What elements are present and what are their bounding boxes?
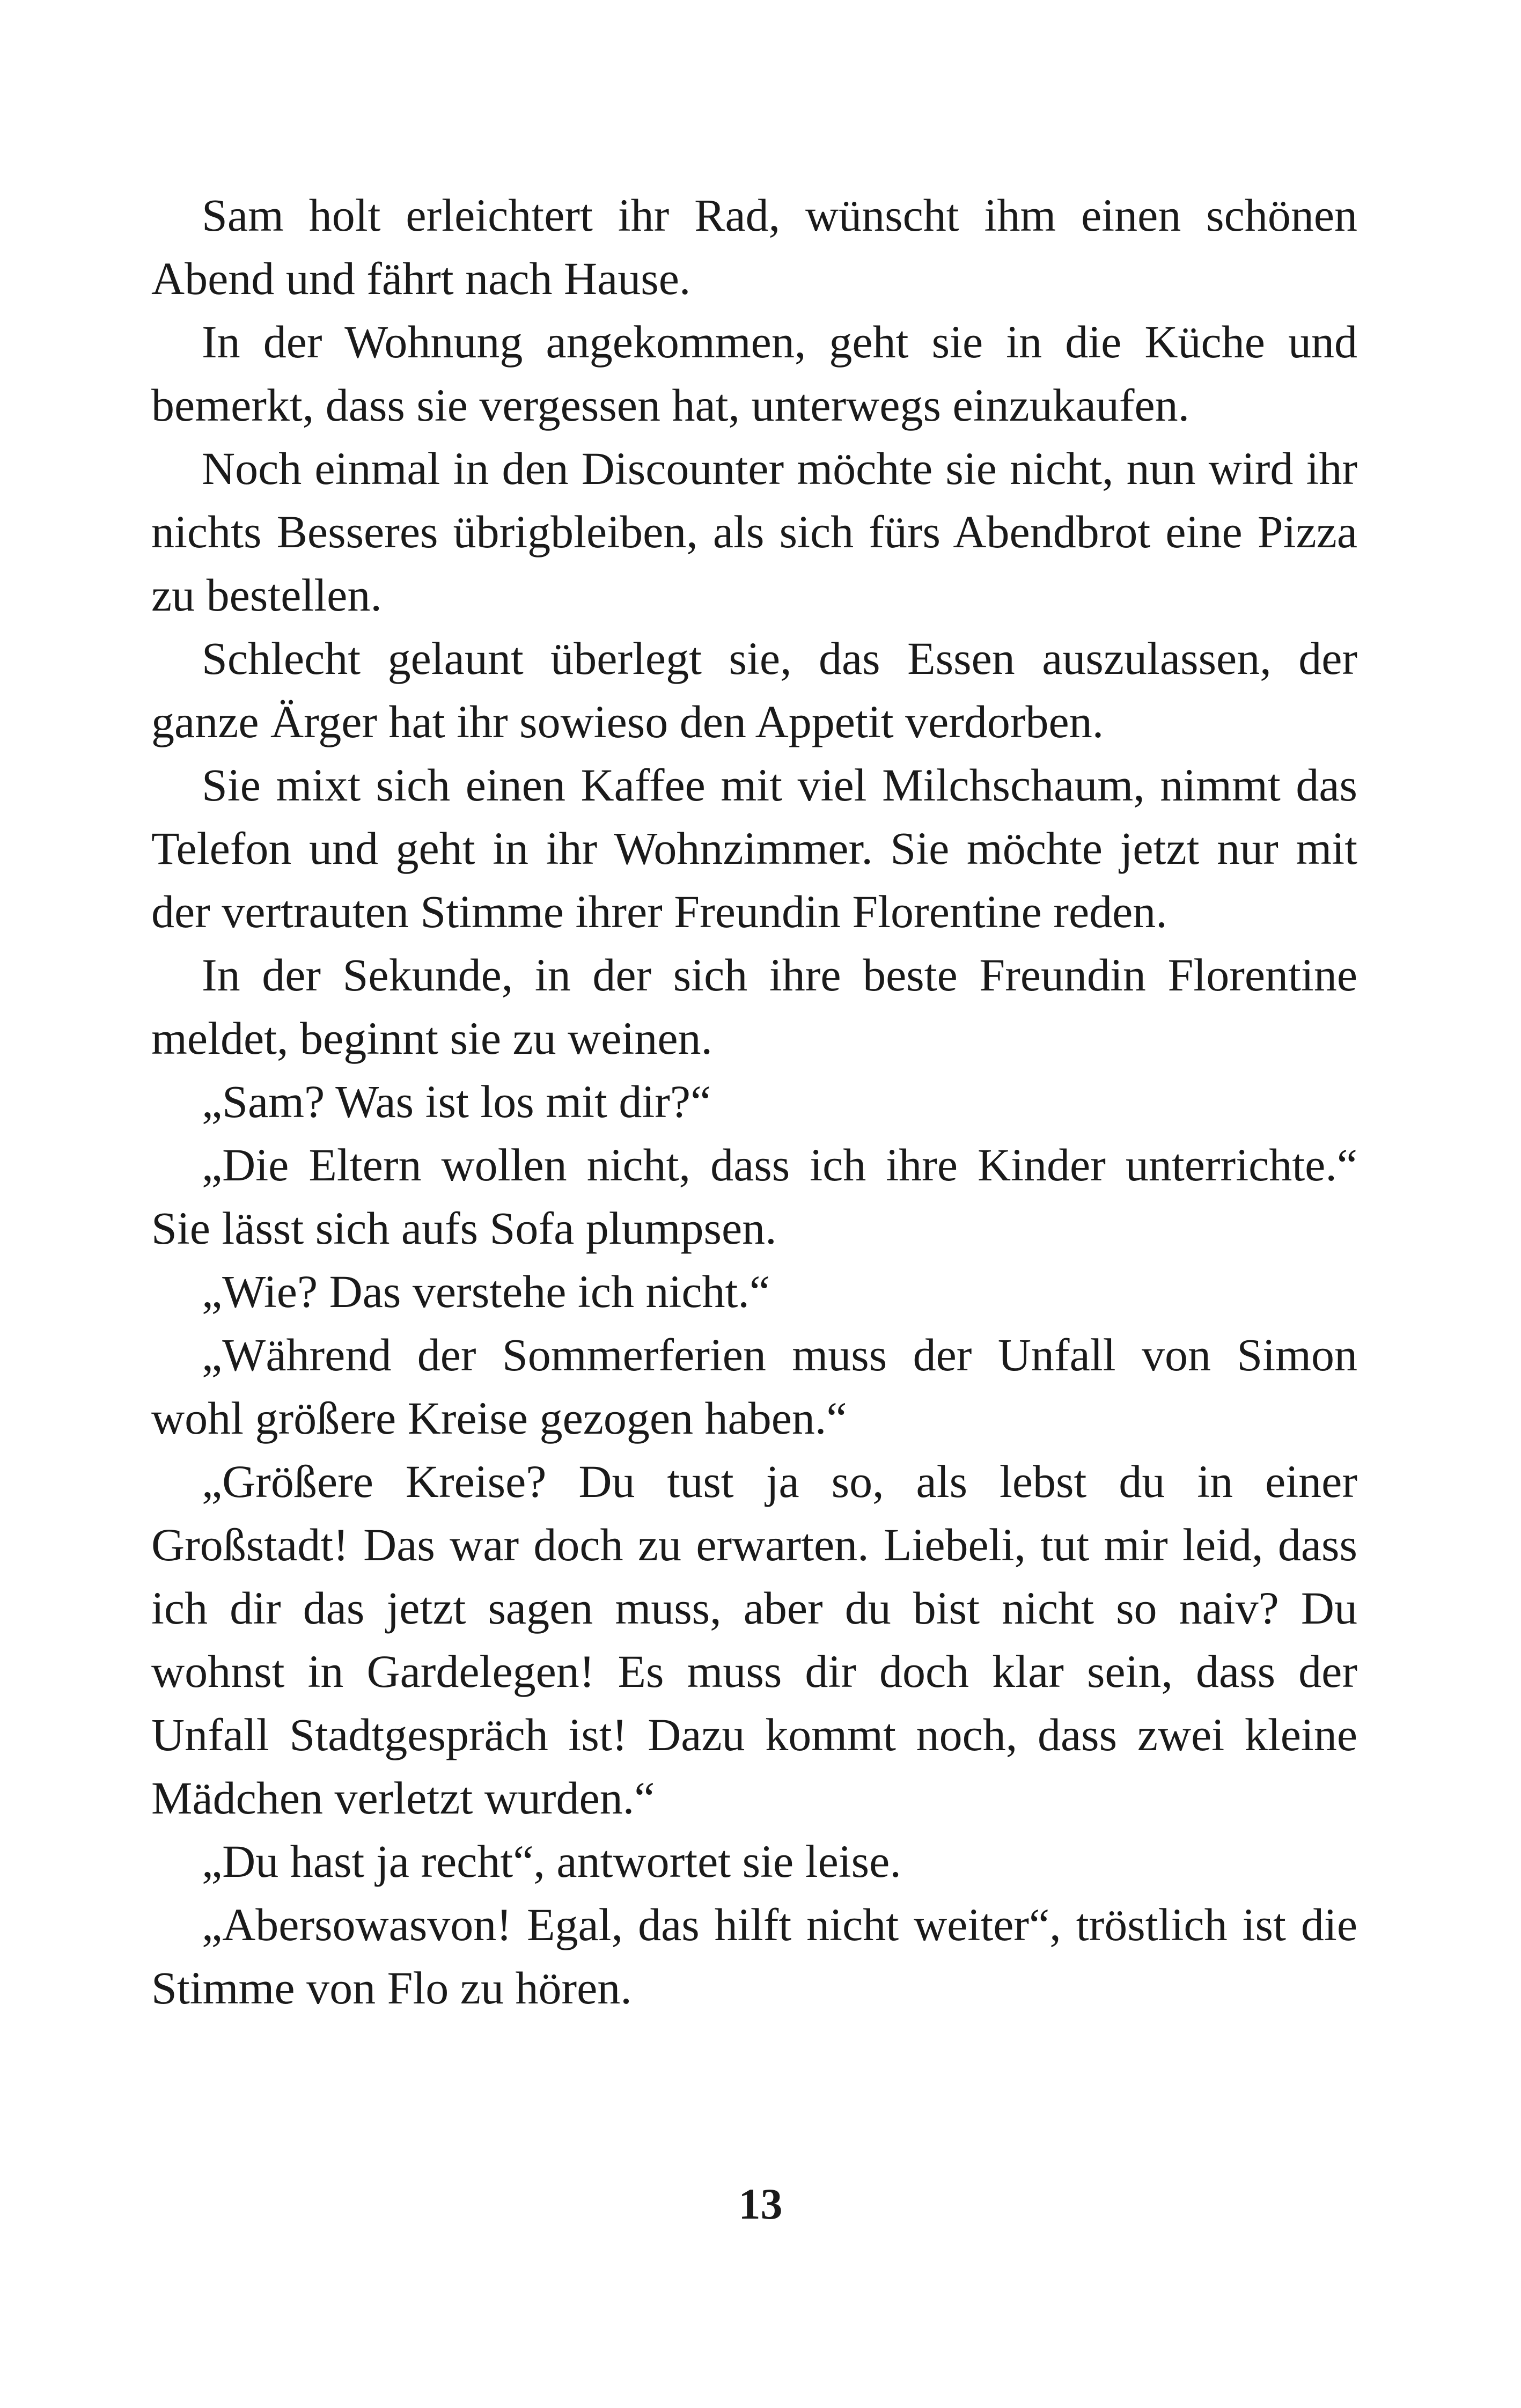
paragraph: Noch einmal in den Discounter möchte sie nicht, nun wird ihr nichts Besseres übrigbleiben, als sich fürs Abendbrot eine Pizza zu bestellen.	[151, 443, 1357, 621]
paragraph: Schlecht gelaunt überlegt sie, das Essen auszulassen, der ganze Ärger hat ihr sowieso den Appetit verdorben.	[151, 633, 1357, 747]
paragraph: Sie mixt sich einen Kaffee mit viel Milchschaum, nimmt das Telefon und geht in ihr Wohnzimmer. Sie möchte jetzt nur mit der vertrauten Stimme ihrer Freundin Florentine reden.	[151, 759, 1357, 937]
dialogue-line: „Größere Kreise? Du tust ja so, als lebst du in einer Großstadt! Das war doch zu erwarten. Liebeli, tut mir leid, dass ich dir das jetzt sagen muss, aber du bist nicht so naiv? Du wohnst in Gardelegen! Es muss dir doch klar sein, dass der Unfall Stadtgespräch ist! Dazu kommt noch, dass zwei kleine Mädchen verletzt wurden.“	[151, 1456, 1357, 1824]
dialogue-line: „Während der Sommerferien muss der Unfall von Simon wohl größere Kreise gezogen haben.“	[151, 1329, 1357, 1444]
body-text	[151, 183, 1357, 2020]
paragraph: Sam holt erleichtert ihr Rad, wünscht ihm einen schönen Abend und fährt nach Hause.	[151, 189, 1357, 304]
dialogue-line: „Wie? Das verstehe ich nicht.“	[202, 1266, 770, 1317]
dialogue-line: „Sam? Was ist los mit dir?“	[202, 1076, 711, 1127]
dialogue-line: „Du hast ja recht“, antwortet sie leise.	[202, 1836, 901, 1887]
paragraph: In der Wohnung angekommen, geht sie in die Küche und bemerkt, dass sie vergessen hat, unterwegs einzukaufen.	[151, 316, 1357, 431]
dialogue-line: „Abersowasvon! Egal, das hilft nicht weiter“, tröstlich ist die Stimme von Flo zu hören.	[151, 1899, 1357, 2014]
paragraph: In der Sekunde, in der sich ihre beste Freundin Florentine meldet, beginnt sie zu weinen.	[151, 949, 1357, 1064]
page-number: 13	[738, 2179, 783, 2228]
dialogue-line: „Die Eltern wollen nicht, dass ich ihre Kinder unterrichte.“ Sie lässt sich aufs Sofa plumpsen.	[151, 1139, 1357, 1254]
